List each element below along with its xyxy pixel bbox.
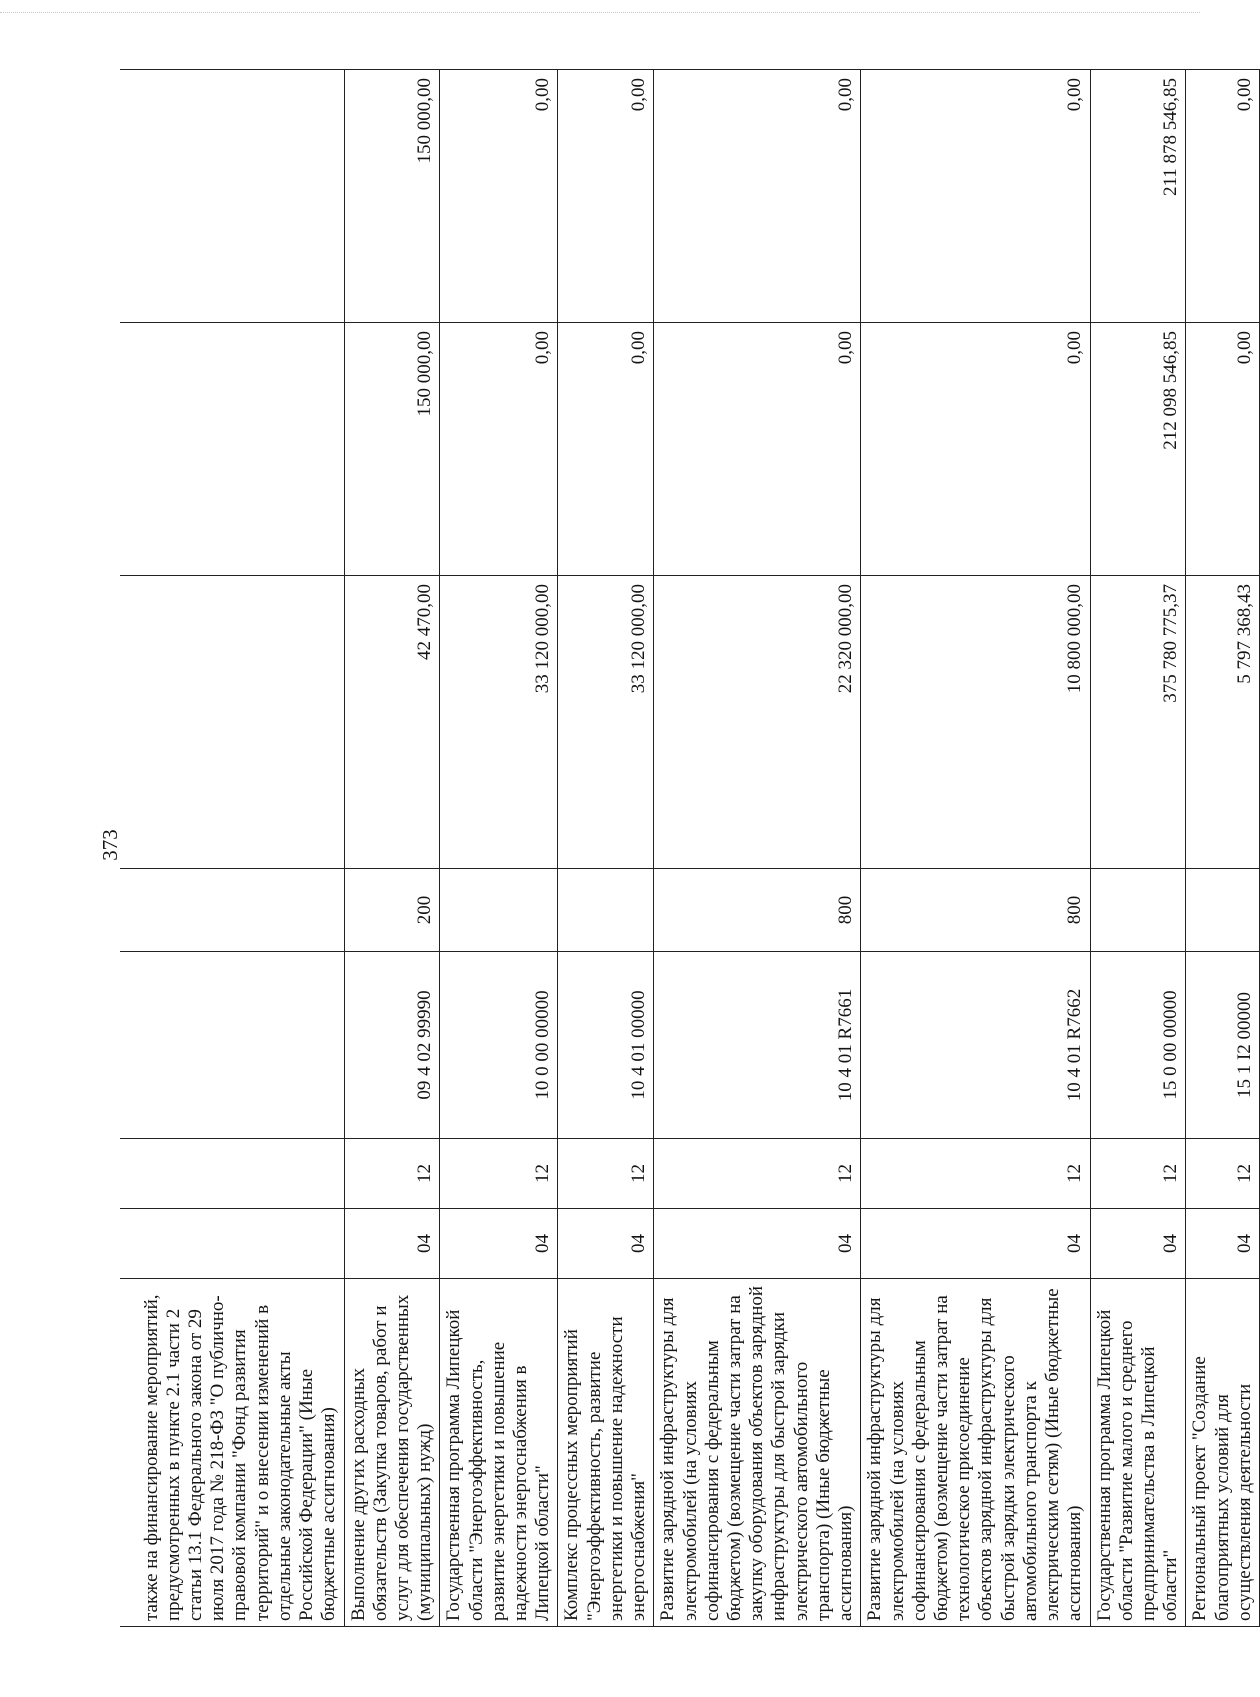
- row-amount-2026: 0,00: [558, 70, 654, 323]
- row-amount-2026: 211 878 546,85: [1090, 70, 1186, 323]
- row-amount-2025: 0,00: [440, 323, 558, 576]
- row-amount-2024: 42 470,00: [344, 576, 440, 869]
- table-row: [558, 70, 654, 1627]
- row-target: 10 4 01 R7661: [654, 952, 861, 1139]
- row-name: Комплекс процессных мероприятий "Энергоэффективность, развитие энергетики и повышение надежности энергоснабжения": [558, 1279, 654, 1627]
- row-section: [120, 1139, 344, 1209]
- row-name: Государственная программа Липецкой области "Развитие малого и среднего предпринимательства в Липецкой области": [1090, 1279, 1186, 1627]
- row-expense: [440, 869, 558, 952]
- row-amount-2026: 0,00: [440, 70, 558, 323]
- row-expense: 800: [654, 869, 861, 952]
- row-amount-2025: 0,00: [654, 323, 861, 576]
- row-ministry: 04: [344, 1209, 440, 1279]
- row-target: 15 0 00 00000: [1090, 952, 1186, 1139]
- row-amount-2025: 212 098 546,85: [1090, 323, 1186, 576]
- row-name: также на финансирование мероприятий, предусмотренных в пункте 2.1 части 2 статьи 13.1 Федерального закона от 29 июля 2017 года № 218-ФЗ "О публично-правовой компании "Фонд развития территорий" и о внесении изменений в отдельные законодательные акты Российской Федерации" (Иные бюджетные ассигнования): [120, 1279, 344, 1627]
- row-section: 12: [344, 1139, 440, 1209]
- row-section: 12: [558, 1139, 654, 1209]
- row-amount-2024: [120, 576, 344, 869]
- row-amount-2025: 0,00: [558, 323, 654, 576]
- row-amount-2026: [120, 70, 344, 323]
- budget-table: [120, 69, 1260, 1627]
- row-amount-2024: 10 800 000,00: [861, 576, 1090, 869]
- row-ministry: 04: [861, 1209, 1090, 1279]
- row-amount-2025: 0,00: [1186, 323, 1260, 576]
- row-expense: [558, 869, 654, 952]
- row-expense: [1090, 869, 1186, 952]
- row-expense: 800: [861, 869, 1090, 952]
- row-section: 12: [861, 1139, 1090, 1209]
- row-expense: 200: [344, 869, 440, 952]
- row-ministry: 04: [1090, 1209, 1186, 1279]
- row-section: 12: [1186, 1139, 1260, 1209]
- row-amount-2024: 22 320 000,00: [654, 576, 861, 869]
- row-amount-2024: 33 120 000,00: [440, 576, 558, 869]
- row-amount-2025: [120, 323, 344, 576]
- table-row: [440, 70, 558, 1627]
- row-amount-2026: 0,00: [1186, 70, 1260, 323]
- row-target: [120, 952, 344, 1139]
- row-target: 10 4 01 00000: [558, 952, 654, 1139]
- document-table-rotated: [120, 70, 1255, 1627]
- row-ministry: [120, 1209, 344, 1279]
- row-name: Государственная программа Липецкой области "Энергоэффективность, развитие энергетики и повышение надежности энергоснабжения в Липецкой области": [440, 1279, 558, 1627]
- row-ministry: 04: [1186, 1209, 1260, 1279]
- row-target: 09 4 02 99990: [344, 952, 440, 1139]
- row-ministry: 04: [558, 1209, 654, 1279]
- row-target: 10 0 00 00000: [440, 952, 558, 1139]
- row-expense: [1186, 869, 1260, 952]
- row-section: 12: [1090, 1139, 1186, 1209]
- row-section: 12: [440, 1139, 558, 1209]
- table-row: [1186, 70, 1260, 1627]
- page-number: 373: [98, 829, 122, 861]
- row-amount-2024: 5 797 368,43: [1186, 576, 1260, 869]
- row-target: 15 1 I2 00000: [1186, 952, 1260, 1139]
- row-section: 12: [654, 1139, 861, 1209]
- row-ministry: 04: [654, 1209, 861, 1279]
- row-name: Развитие зарядной инфраструктуры для электромобилей (на условиях софинансирования с федеральным бюджетом) (возмещение части затрат на закупку оборудования объектов зарядной инфраструктуры для быстрой зарядки электрического автомобильного транспорта) (Иные бюджетные ассигнования): [654, 1279, 861, 1627]
- row-amount-2024: 375 780 775,37: [1090, 576, 1186, 869]
- row-amount-2026: 0,00: [861, 70, 1090, 323]
- scan-top-edge: [0, 12, 1200, 13]
- row-name: Региональный проект "Создание благоприятных условий для осуществления деятельности: [1186, 1279, 1260, 1627]
- row-amount-2025: 0,00: [861, 323, 1090, 576]
- table-row: [861, 70, 1090, 1627]
- row-ministry: 04: [440, 1209, 558, 1279]
- row-amount-2026: 0,00: [654, 70, 861, 323]
- row-amount-2024: 33 120 000,00: [558, 576, 654, 869]
- table-row: [344, 70, 440, 1627]
- row-name: Выполнение других расходных обязательств (Закупка товаров, работ и услуг для обеспечения государственных (муниципальных) нужд): [344, 1279, 440, 1627]
- row-name: Развитие зарядной инфраструктуры для электромобилей (на условиях софинансирования с федеральным бюджетом) (возмещение части затрат на технологическое присоединение объектов зарядной инфраструктуры для быстрой зарядки электрического автомобильного транспорта к электрическим сетям) (Иные бюджетные ассигнования): [861, 1279, 1090, 1627]
- row-amount-2025: 150 000,00: [344, 323, 440, 576]
- row-amount-2026: 150 000,00: [344, 70, 440, 323]
- row-target: 10 4 01 R7662: [861, 952, 1090, 1139]
- table-row: [1090, 70, 1186, 1627]
- table-row: [654, 70, 861, 1627]
- table-row: [120, 70, 344, 1627]
- row-expense: [120, 869, 344, 952]
